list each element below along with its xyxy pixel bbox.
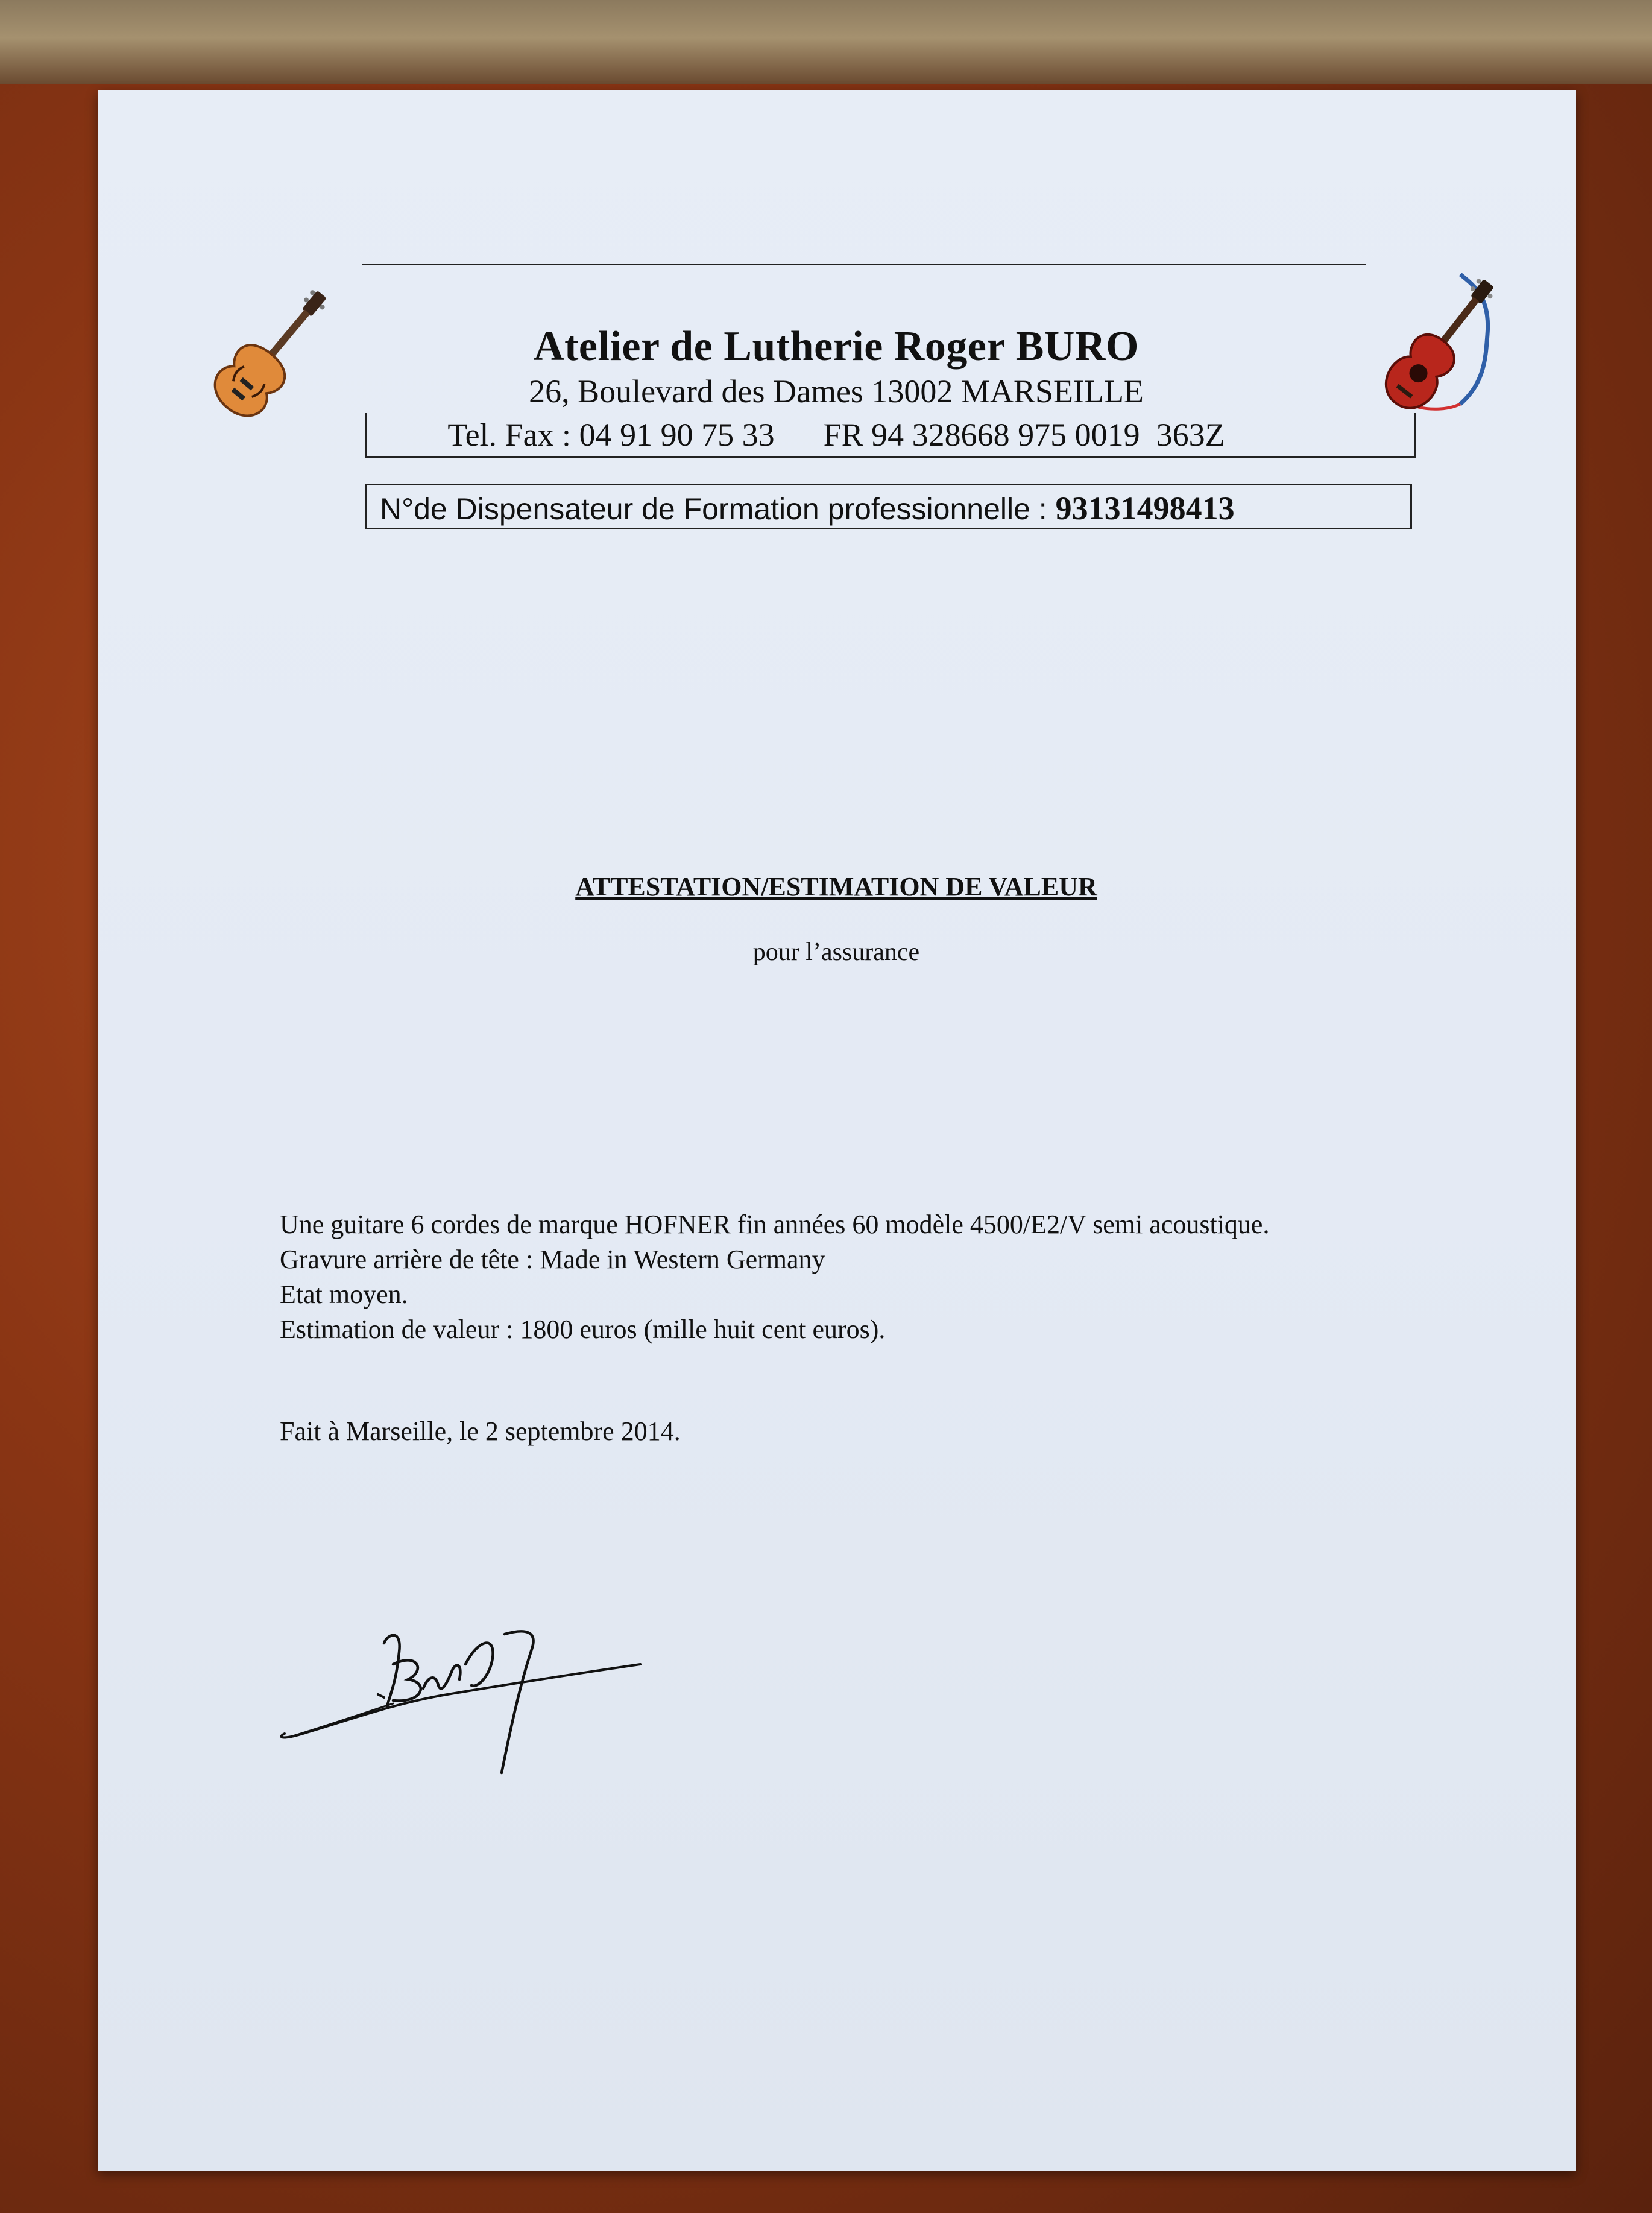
header-bracket — [365, 413, 1416, 458]
dispensateur-number: 93131498413 — [1055, 490, 1235, 526]
header-top-rule — [362, 264, 1366, 265]
document-title: ATTESTATION/ESTIMATION DE VALEUR — [575, 872, 1097, 901]
background-top-band — [0, 0, 1652, 84]
place-date: Fait à Marseille, le 2 septembre 2014. — [280, 1416, 681, 1446]
body-line-estimate: Estimation de valeur : 1800 euros (mille huit cent euros). — [280, 1315, 886, 1344]
paper-sheet — [98, 90, 1576, 2171]
body-line-condition: Etat moyen. — [280, 1280, 408, 1309]
signature — [273, 1574, 646, 1779]
document-subtitle: pour l’assurance — [752, 938, 920, 966]
company-tel-fax: Tel. Fax : 04 91 90 75 33 FR 94 328668 975 0019 363Z — [447, 417, 1225, 453]
dispensateur-box — [365, 484, 1412, 529]
body-line-engraving: Gravure arrière de tête : Made in Western Germany — [280, 1245, 825, 1274]
body-line-guitar: Une guitare 6 cordes de marque HOFNER fin années 60 modèle 4500/E2/V semi acoustique. — [280, 1210, 1270, 1239]
dispensateur-label: N°de Dispensateur de Formation professionnelle : — [380, 492, 1056, 526]
company-name: Atelier de Lutherie Roger BURO — [534, 323, 1139, 370]
company-address: 26, Boulevard des Dames 13002 MARSEILLE — [529, 373, 1144, 409]
